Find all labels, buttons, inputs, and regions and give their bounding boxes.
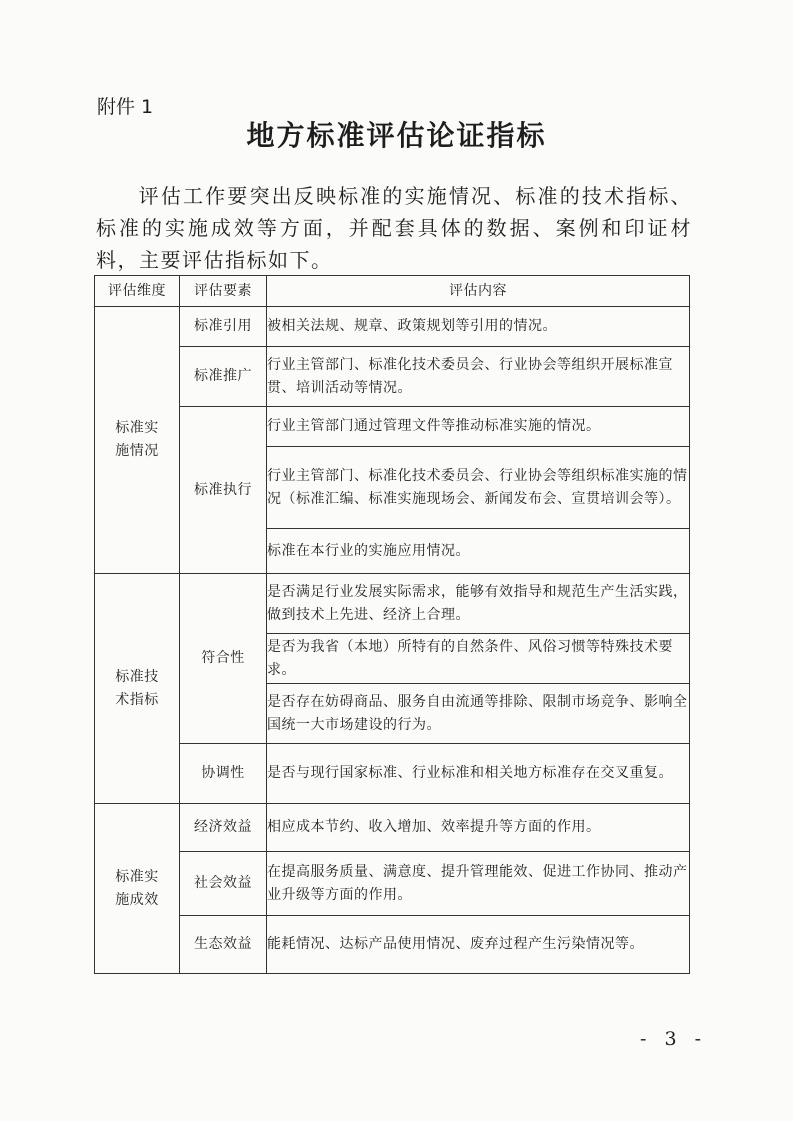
content-cell: 在提高服务质量、满意度、提升管理能效、促进工作协同、推动产业升级等方面的作用。 (267, 852, 690, 916)
content-cell: 被相关法规、规章、政策规划等引用的情况。 (267, 307, 690, 347)
intro-text: 评估工作要突出反映标准的实施情况、标准的技术指标、标准的实施成效等方面，并配套具体的数据、案例和印证材料，主要评估指标如下。 (96, 184, 692, 272)
table-row (95, 307, 690, 347)
element-cell: 标准推广 (180, 347, 267, 407)
content-cell: 行业主管部门、标准化技术委员会、行业协会等组织开展标准宣贯、培训活动等情况。 (267, 347, 690, 407)
content-cell: 是否为我省（本地）所特有的自然条件、风俗习惯等特殊技术要求。 (267, 634, 690, 684)
dimension-cell: 标准实施情况 (95, 307, 180, 574)
element-cell: 标准执行 (180, 407, 267, 574)
table-header-row (95, 276, 690, 307)
element-cell: 生态效益 (180, 916, 267, 974)
content-cell: 是否存在妨碍商品、服务自由流通等排除、限制市场竞争、影响全国统一大市场建设的行为。 (267, 684, 690, 744)
element-cell: 社会效益 (180, 852, 267, 916)
page-number: - 3 - (640, 1028, 708, 1050)
table-row (95, 916, 690, 974)
header-element: 评估要素 (180, 276, 267, 307)
intro-paragraph (96, 180, 692, 276)
evaluation-table (94, 275, 690, 974)
table-row (95, 407, 690, 447)
table-row (95, 574, 690, 634)
content-cell: 能耗情况、达标产品使用情况、废弃过程产生污染情况等。 (267, 916, 690, 974)
element-cell: 经济效益 (180, 804, 267, 852)
table-row (95, 852, 690, 916)
header-content: 评估内容 (267, 276, 690, 307)
element-cell: 符合性 (180, 574, 267, 744)
document-title: 地方标准评估论证指标 (246, 119, 547, 152)
content-cell: 行业主管部门、标准化技术委员会、行业协会等组织标准实施的情况（标准汇编、标准实施现场会、新闻发布会、宣贯培训会等）。 (267, 447, 690, 529)
content-cell: 是否满足行业发展实际需求，能够有效指导和规范生产生活实践，做到技术上先进、经济上合理。 (267, 574, 690, 634)
table-row (95, 804, 690, 852)
content-cell: 标准在本行业的实施应用情况。 (267, 529, 690, 574)
dimension-cell: 标准实施成效 (95, 804, 180, 974)
table-row (95, 744, 690, 804)
attachment-label: 附件 1 (97, 96, 154, 118)
content-cell: 行业主管部门通过管理文件等推动标准实施的情况。 (267, 407, 690, 447)
header-dimension: 评估维度 (95, 276, 180, 307)
content-cell: 相应成本节约、收入增加、效率提升等方面的作用。 (267, 804, 690, 852)
element-cell: 协调性 (180, 744, 267, 804)
table-row (95, 347, 690, 407)
content-cell: 是否与现行国家标准、行业标准和相关地方标准存在交叉重复。 (267, 744, 690, 804)
dimension-cell: 标准技术指标 (95, 574, 180, 804)
element-cell: 标准引用 (180, 307, 267, 347)
